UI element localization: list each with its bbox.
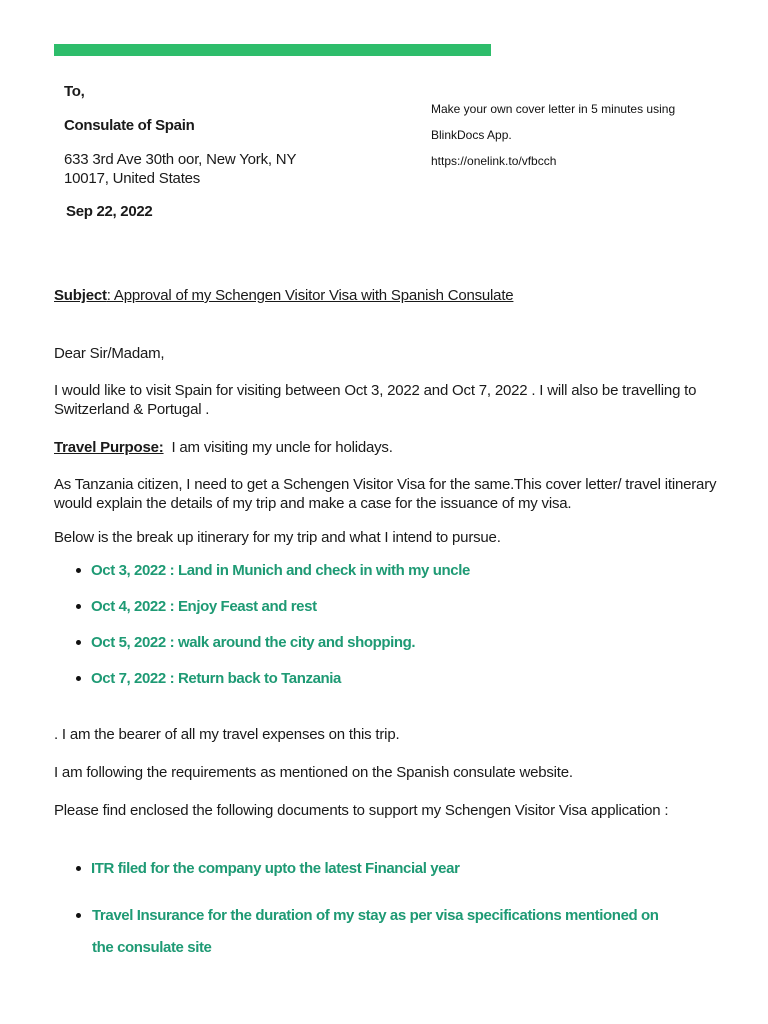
citizen-line-1: As Tanzania citizen, I need to get a Schengen Visitor Visa for the same.This cover letter/ travel itinerary <box>54 476 717 493</box>
subject-label: Subject <box>54 287 107 304</box>
citizen-paragraph <box>54 475 724 513</box>
bullet-dot <box>76 913 81 918</box>
document-item: Travel Insurance for the duration of my stay as per visa specifications mentioned on the consulate site <box>76 900 676 964</box>
bullet-dot <box>76 676 81 681</box>
promo-link[interactable]: https://onelink.to/vfbcch <box>431 154 557 168</box>
documents-paragraph: Please find enclosed the following documents to support my Schengen Visitor Visa application : <box>54 802 669 819</box>
itinerary-item: Oct 5, 2022 : walk around the city and shopping. <box>76 634 415 651</box>
requirements-paragraph: I am following the requirements as mentioned on the Spanish consulate website. <box>54 764 573 781</box>
letter-date: Sep 22, 2022 <box>66 203 153 220</box>
document-item: ITR filed for the company upto the latest Financial year <box>76 860 460 877</box>
bullet-dot <box>76 866 81 871</box>
intro-paragraph <box>54 381 724 419</box>
subject-line <box>54 286 724 305</box>
itinerary-item: Oct 7, 2022 : Return back to Tanzania <box>76 670 341 687</box>
promo-block <box>431 96 675 174</box>
itinerary-item: Oct 4, 2022 : Enjoy Feast and rest <box>76 598 317 615</box>
itinerary-item: Oct 3, 2022 : Land in Munich and check in with my uncle <box>76 562 470 579</box>
travel-purpose <box>54 438 724 457</box>
expenses-paragraph: . I am the bearer of all my travel expenses on this trip. <box>54 726 400 743</box>
recipient-name: Consulate of Spain <box>64 117 195 134</box>
address-line-1: 633 3rd Ave 30th oor, New York, NY <box>64 151 297 168</box>
intro-line-1: I would like to visit Spain for visiting between Oct 3, 2022 and Oct 7, 2022 . I will also be travelling to <box>54 382 697 399</box>
travel-purpose-text: I am visiting my uncle for holidays. <box>171 439 393 456</box>
recipient-address <box>64 150 296 188</box>
subject-text: : Approval of my Schengen Visitor Visa with Spanish Consulate <box>106 287 514 304</box>
bullet-dot <box>76 568 81 573</box>
intro-line-2: Switzerland & Portugal . <box>54 401 210 418</box>
bullet-dot <box>76 604 81 609</box>
promo-line-1: Make your own cover letter in 5 minutes using <box>431 102 676 116</box>
itinerary-intro: Below is the break up itinerary for my trip and what I intend to pursue. <box>54 529 501 546</box>
to-label: To, <box>64 83 85 100</box>
citizen-line-2: would explain the details of my trip and make a case for the issuance of my visa. <box>54 495 572 512</box>
bullet-dot <box>76 640 81 645</box>
header-accent-bar <box>54 44 491 56</box>
promo-line-2: BlinkDocs App. <box>431 128 512 142</box>
address-line-2: 10017, United States <box>64 170 201 187</box>
salutation: Dear Sir/Madam, <box>54 345 165 362</box>
travel-purpose-label: Travel Purpose: <box>54 439 164 456</box>
